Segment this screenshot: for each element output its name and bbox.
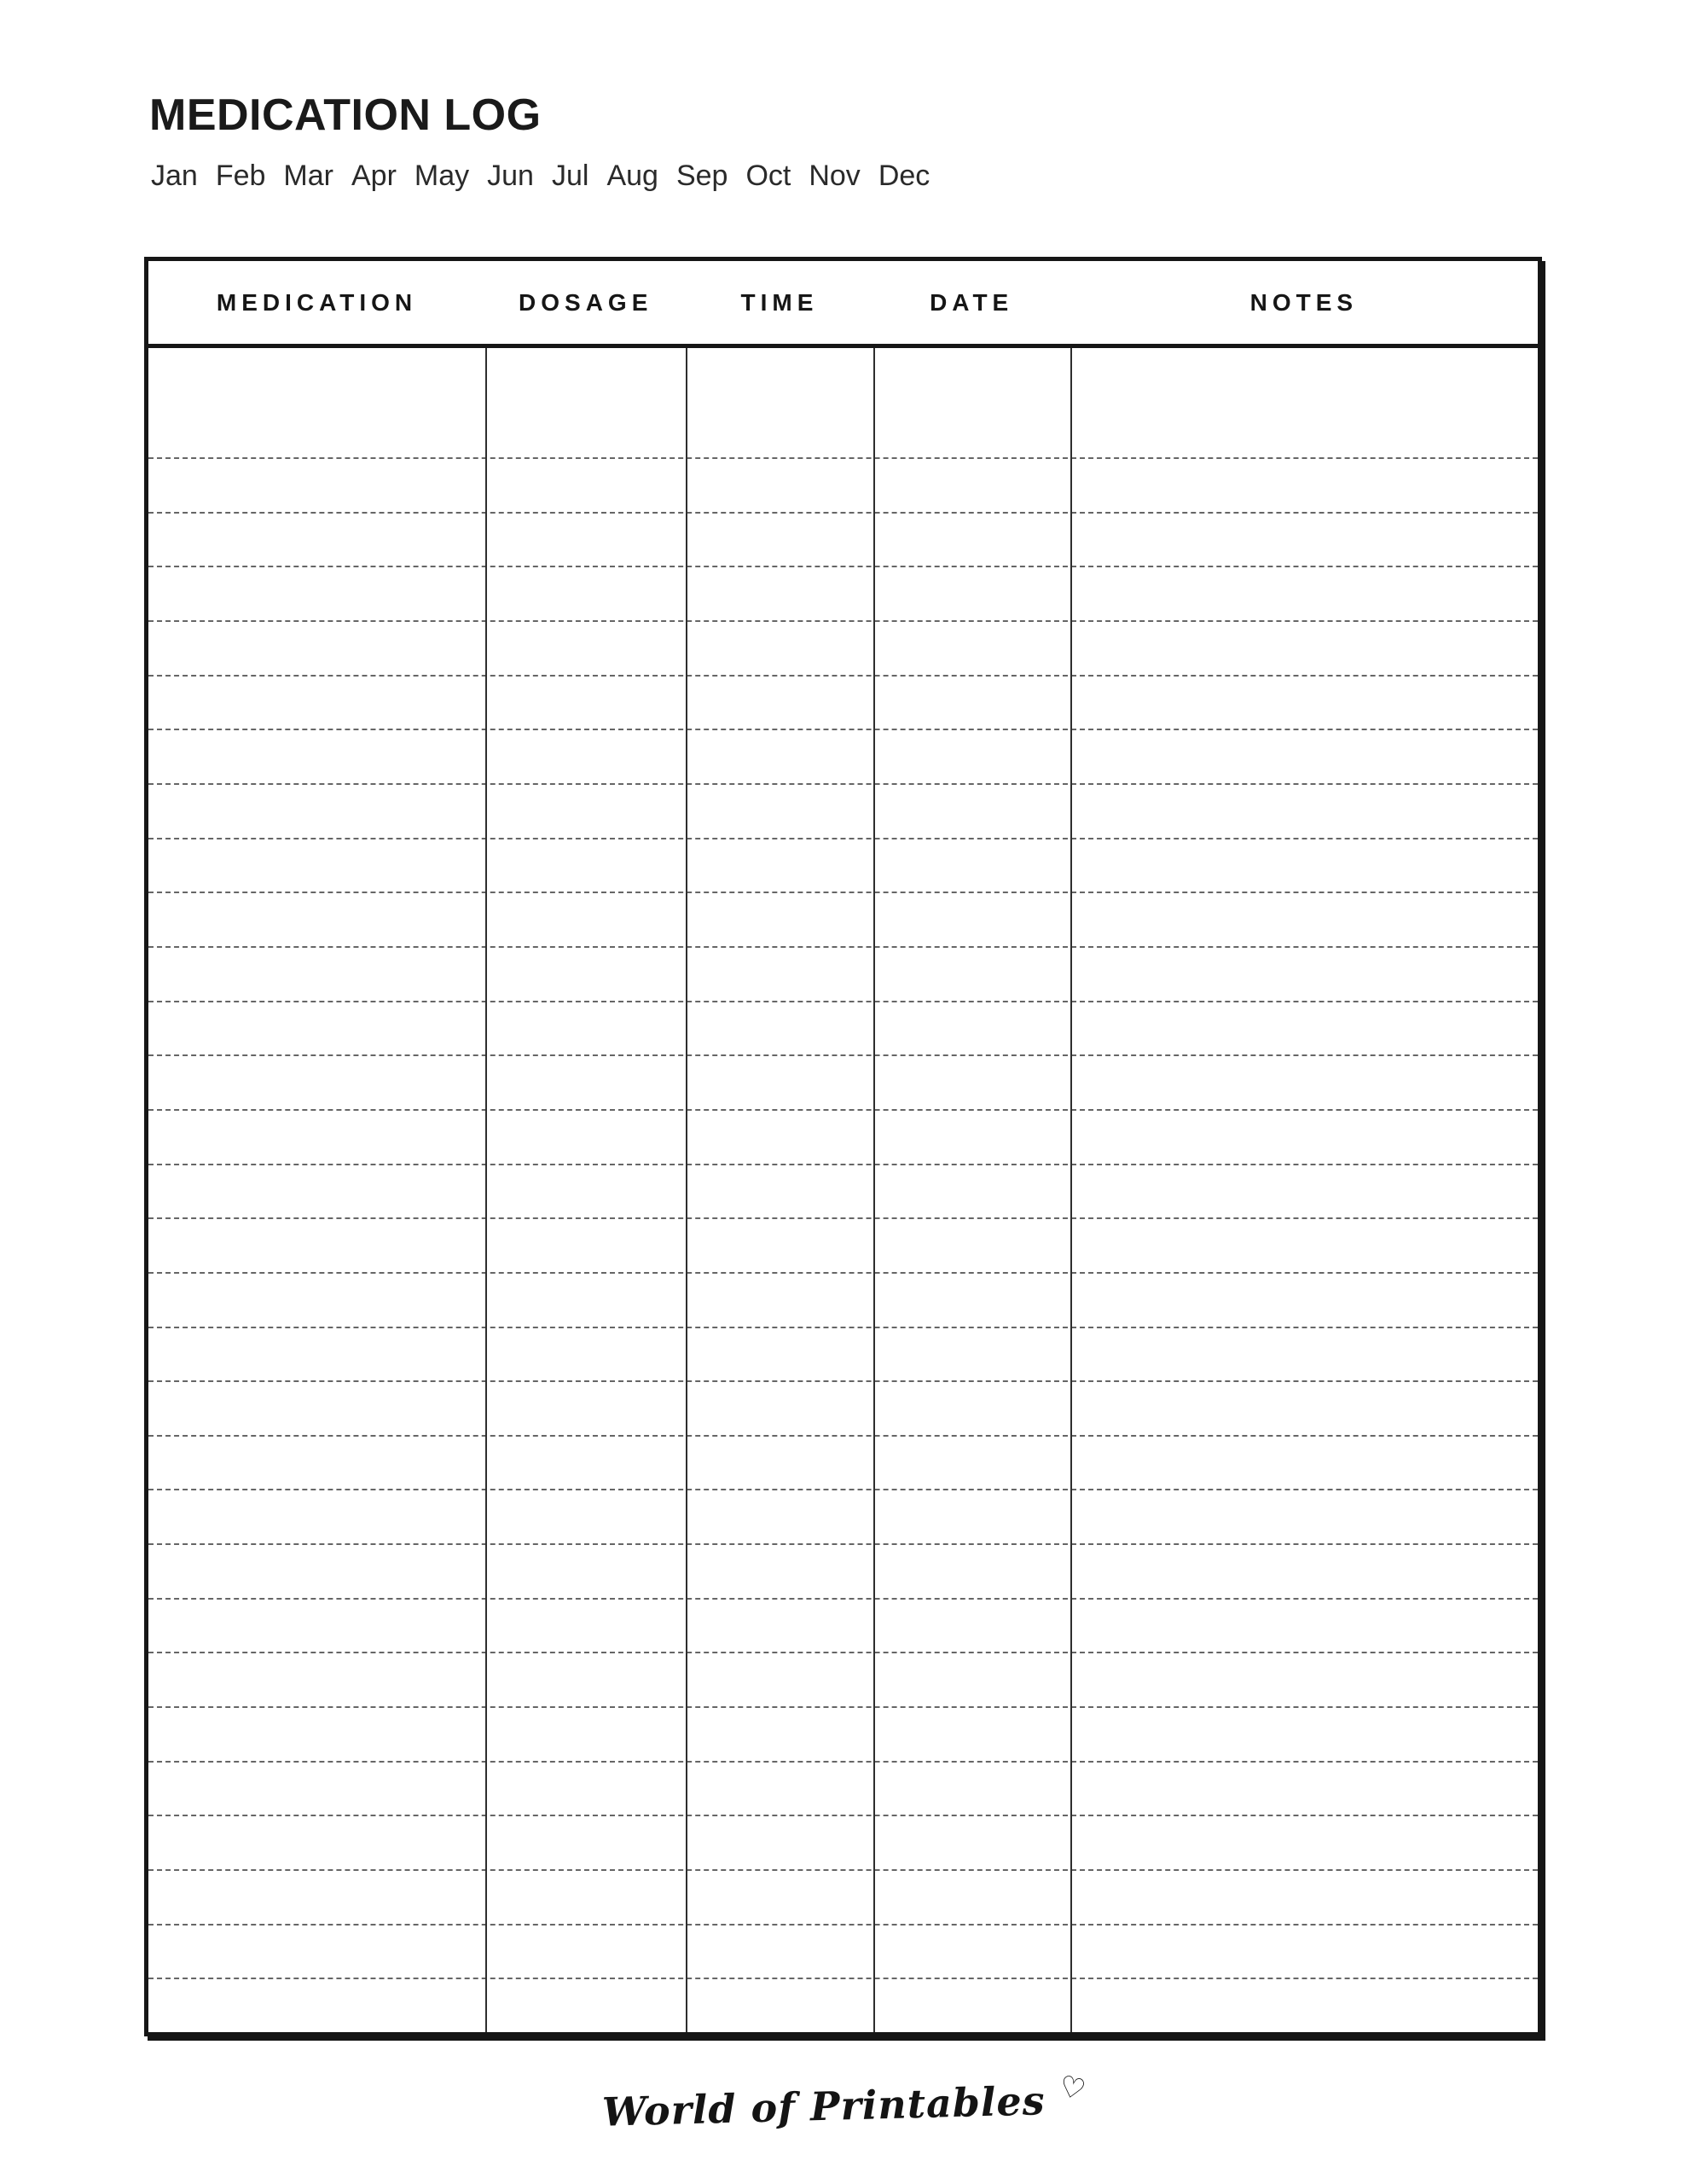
log-row [148, 948, 1538, 1002]
month-label: Feb [215, 160, 266, 192]
month-label: Oct [745, 160, 791, 192]
log-row [148, 1219, 1538, 1274]
log-row [148, 514, 1538, 568]
log-row [148, 1600, 1538, 1654]
month-label: Nov [809, 160, 861, 192]
month-label: Jun [487, 160, 534, 192]
column-divider-date-notes [1070, 348, 1072, 2032]
log-row [148, 1165, 1538, 1220]
log-row [148, 1002, 1538, 1057]
column-divider-medication-dosage [485, 348, 487, 2032]
log-row [148, 1926, 1538, 1980]
log-row [148, 1111, 1538, 1165]
header-cell-dosage: DOSAGE [519, 288, 653, 316]
header-cell-date: DATE [930, 288, 1014, 316]
log-row [148, 1056, 1538, 1111]
column-divider-time-date [873, 348, 875, 2032]
log-row [148, 1328, 1538, 1383]
month-label: Apr [351, 160, 397, 192]
month-label: Jan [151, 160, 198, 192]
heart-icon: ♡ [1055, 2068, 1089, 2109]
log-row [148, 730, 1538, 785]
log-row [148, 1871, 1538, 1926]
log-row [148, 567, 1538, 622]
months-row [151, 161, 930, 190]
month-label: Dec [878, 160, 930, 192]
log-row [148, 1763, 1538, 1817]
column-divider-dosage-time [686, 348, 687, 2032]
log-row [148, 622, 1538, 677]
log-row [148, 893, 1538, 948]
log-row [148, 1274, 1538, 1328]
brand-wordmark: World of Printables [601, 2077, 1046, 2135]
month-label: Sep [675, 160, 728, 192]
log-row [148, 348, 1538, 459]
month-label: May [414, 160, 470, 192]
log-row [148, 839, 1538, 894]
log-row [148, 1708, 1538, 1763]
log-row [148, 1382, 1538, 1437]
log-row [148, 1490, 1538, 1545]
log-row [148, 1816, 1538, 1871]
header-cell-notes: NOTES [1249, 288, 1359, 316]
header-cell-medication: MEDICATION [216, 288, 418, 316]
month-label: Aug [606, 160, 658, 192]
log-row [148, 459, 1538, 514]
log-row [148, 1979, 1538, 2032]
table-body [148, 348, 1538, 2032]
medication-log-table [144, 257, 1542, 2036]
month-label: Mar [283, 160, 333, 192]
log-row [148, 1545, 1538, 1600]
log-row [148, 785, 1538, 839]
log-row [148, 1653, 1538, 1708]
page-title: MEDICATION LOG [149, 90, 542, 140]
footer-brand [0, 2068, 1687, 2135]
month-label: Jul [551, 160, 589, 192]
log-row [148, 677, 1538, 731]
header-cell-time: TIME [740, 288, 819, 316]
log-row [148, 1437, 1538, 1491]
table-header [148, 261, 1538, 348]
